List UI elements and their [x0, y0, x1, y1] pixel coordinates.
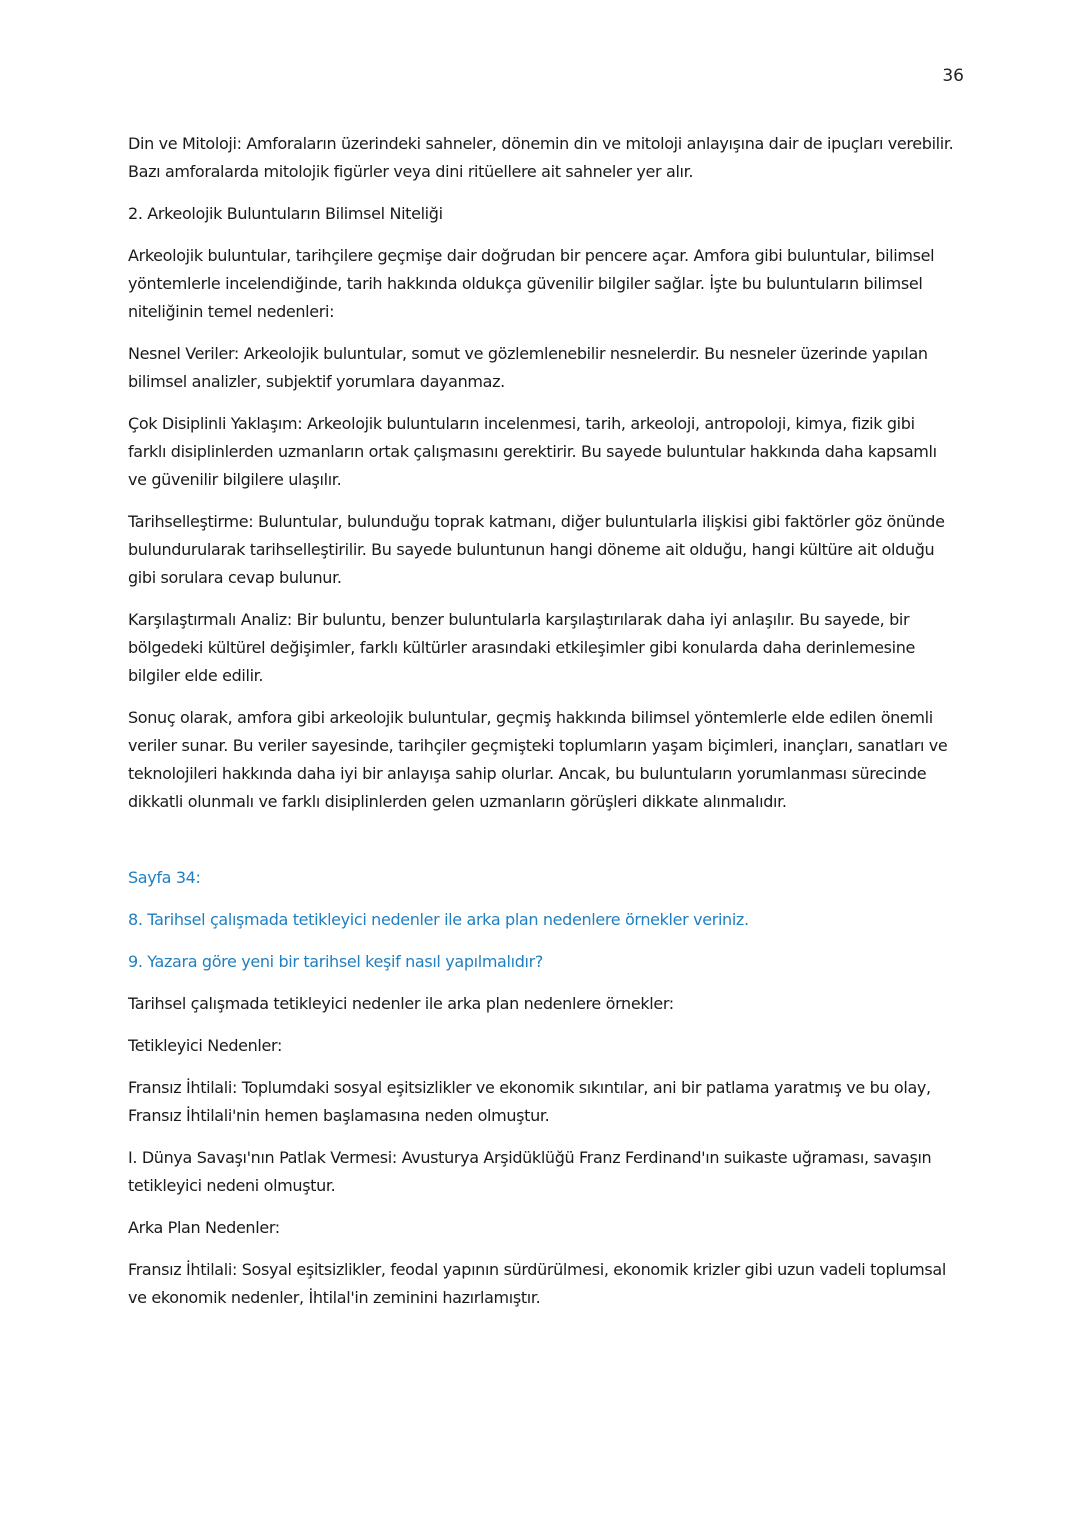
page-number: 36 [942, 66, 964, 86]
question-8: 8. Tarihsel çalışmada tetikleyici nedenler ile arka plan nedenlere örnekler veriniz. [128, 910, 749, 929]
paragraph-fransiz-ihtilali-trigger: Fransız İhtilali: Toplumdaki sosyal eşitsizlikler ve ekonomik sıkıntılar, ani bir patlama yaratmış ve bu olay, Fransız İhtilali'nin hemen başlamasına neden olmuştur. [128, 1078, 931, 1125]
paragraph-dunya-savasi: I. Dünya Savaşı'nın Patlak Vermesi: Avusturya Arşidüklüğü Franz Ferdinand'ın suikaste uğraması, savaşın tetikleyici nedeni olmuştur. [128, 1148, 932, 1195]
subheading-arka-plan: Arka Plan Nedenler: [128, 1218, 280, 1237]
paragraph-tarihsellestirme: Tarihselleştirme: Buluntular, bulunduğu toprak katmanı, diğer buluntularla ilişkisi gibi faktörler göz önünde bulundurularak tarihselleştirilir. Bu sayede buluntunun hangi döneme ait olduğu, hangi kültüre ait olduğu gibi sorulara cevap bulunur. [128, 512, 945, 587]
paragraph-fransiz-ihtilali-background: Fransız İhtilali: Sosyal eşitsizlikler, feodal yapının sürdürülmesi, ekonomik krizler gibi uzun vadeli toplumsal ve ekonomik nedenler, İhtilal'in zeminini hazırlamıştır. [128, 1260, 946, 1307]
document-body [128, 130, 956, 1326]
question-9: 9. Yazara göre yeni bir tarihsel keşif nasıl yapılmalıdır? [128, 952, 543, 971]
paragraph-intro: Arkeolojik buluntular, tarihçilere geçmişe dair doğrudan bir pencere açar. Amfora gibi buluntular, bilimsel yöntemlerle incelendiğinde, tarih hakkında oldukça güvenilir bilgiler sağlar. İşte bu buluntuların bilimsel niteliğinin temel nedenleri: [128, 246, 935, 321]
paragraph-din-ve-mitoloji: Din ve Mitoloji: Amforaların üzerindeki sahneler, dönemin din ve mitoloji anlayışına dair de ipuçları verebilir. Bazı amforalarda mitolojik figürler veya dini ritüellere ait sahneler yer alır. [128, 134, 954, 181]
answer-intro: Tarihsel çalışmada tetikleyici nedenler ile arka plan nedenlere örnekler: [128, 994, 674, 1013]
section-heading: 2. Arkeolojik Buluntuların Bilimsel Niteliği [128, 204, 443, 223]
paragraph-cok-disiplinli: Çok Disiplinli Yaklaşım: Arkeolojik buluntuların incelenmesi, tarih, arkeoloji, antropoloji, kimya, fizik gibi farklı disiplinlerden uzmanların ortak çalışmasını gerektirir. Bu sayede buluntular hakkında daha kapsamlı ve güvenilir bilgilere ulaşılır. [128, 414, 937, 489]
paragraph-nesnel-veriler: Nesnel Veriler: Arkeolojik buluntular, somut ve gözlemlenebilir nesnelerdir. Bu nesneler üzerinde yapılan bilimsel analizler, subjektif yorumlara dayanmaz. [128, 344, 928, 391]
page-reference: Sayfa 34: [128, 868, 201, 887]
paragraph-karsilastirmali: Karşılaştırmalı Analiz: Bir buluntu, benzer buluntularla karşılaştırılarak daha iyi anlaşılır. Bu sayede, bir bölgedeki kültürel değişimler, farklı kültürler arasındaki etkileşimler gibi konularda daha derinlemesine bilgiler elde edilir. [128, 610, 915, 685]
subheading-tetikleyici: Tetikleyici Nedenler: [128, 1036, 282, 1055]
paragraph-sonuc: Sonuç olarak, amfora gibi arkeolojik buluntular, geçmiş hakkında bilimsel yöntemlerle elde edilen önemli veriler sunar. Bu veriler sayesinde, tarihçiler geçmişteki toplumların yaşam biçimleri, inançları, sanatları ve teknolojileri hakkında daha iyi bir anlayışa sahip olurlar. Ancak, bu buluntuların yorumlanması sürecinde dikkatli olunmalı ve farklı disiplinlerden gelen uzmanların görüşleri dikkate alınmalıdır. [128, 708, 948, 811]
